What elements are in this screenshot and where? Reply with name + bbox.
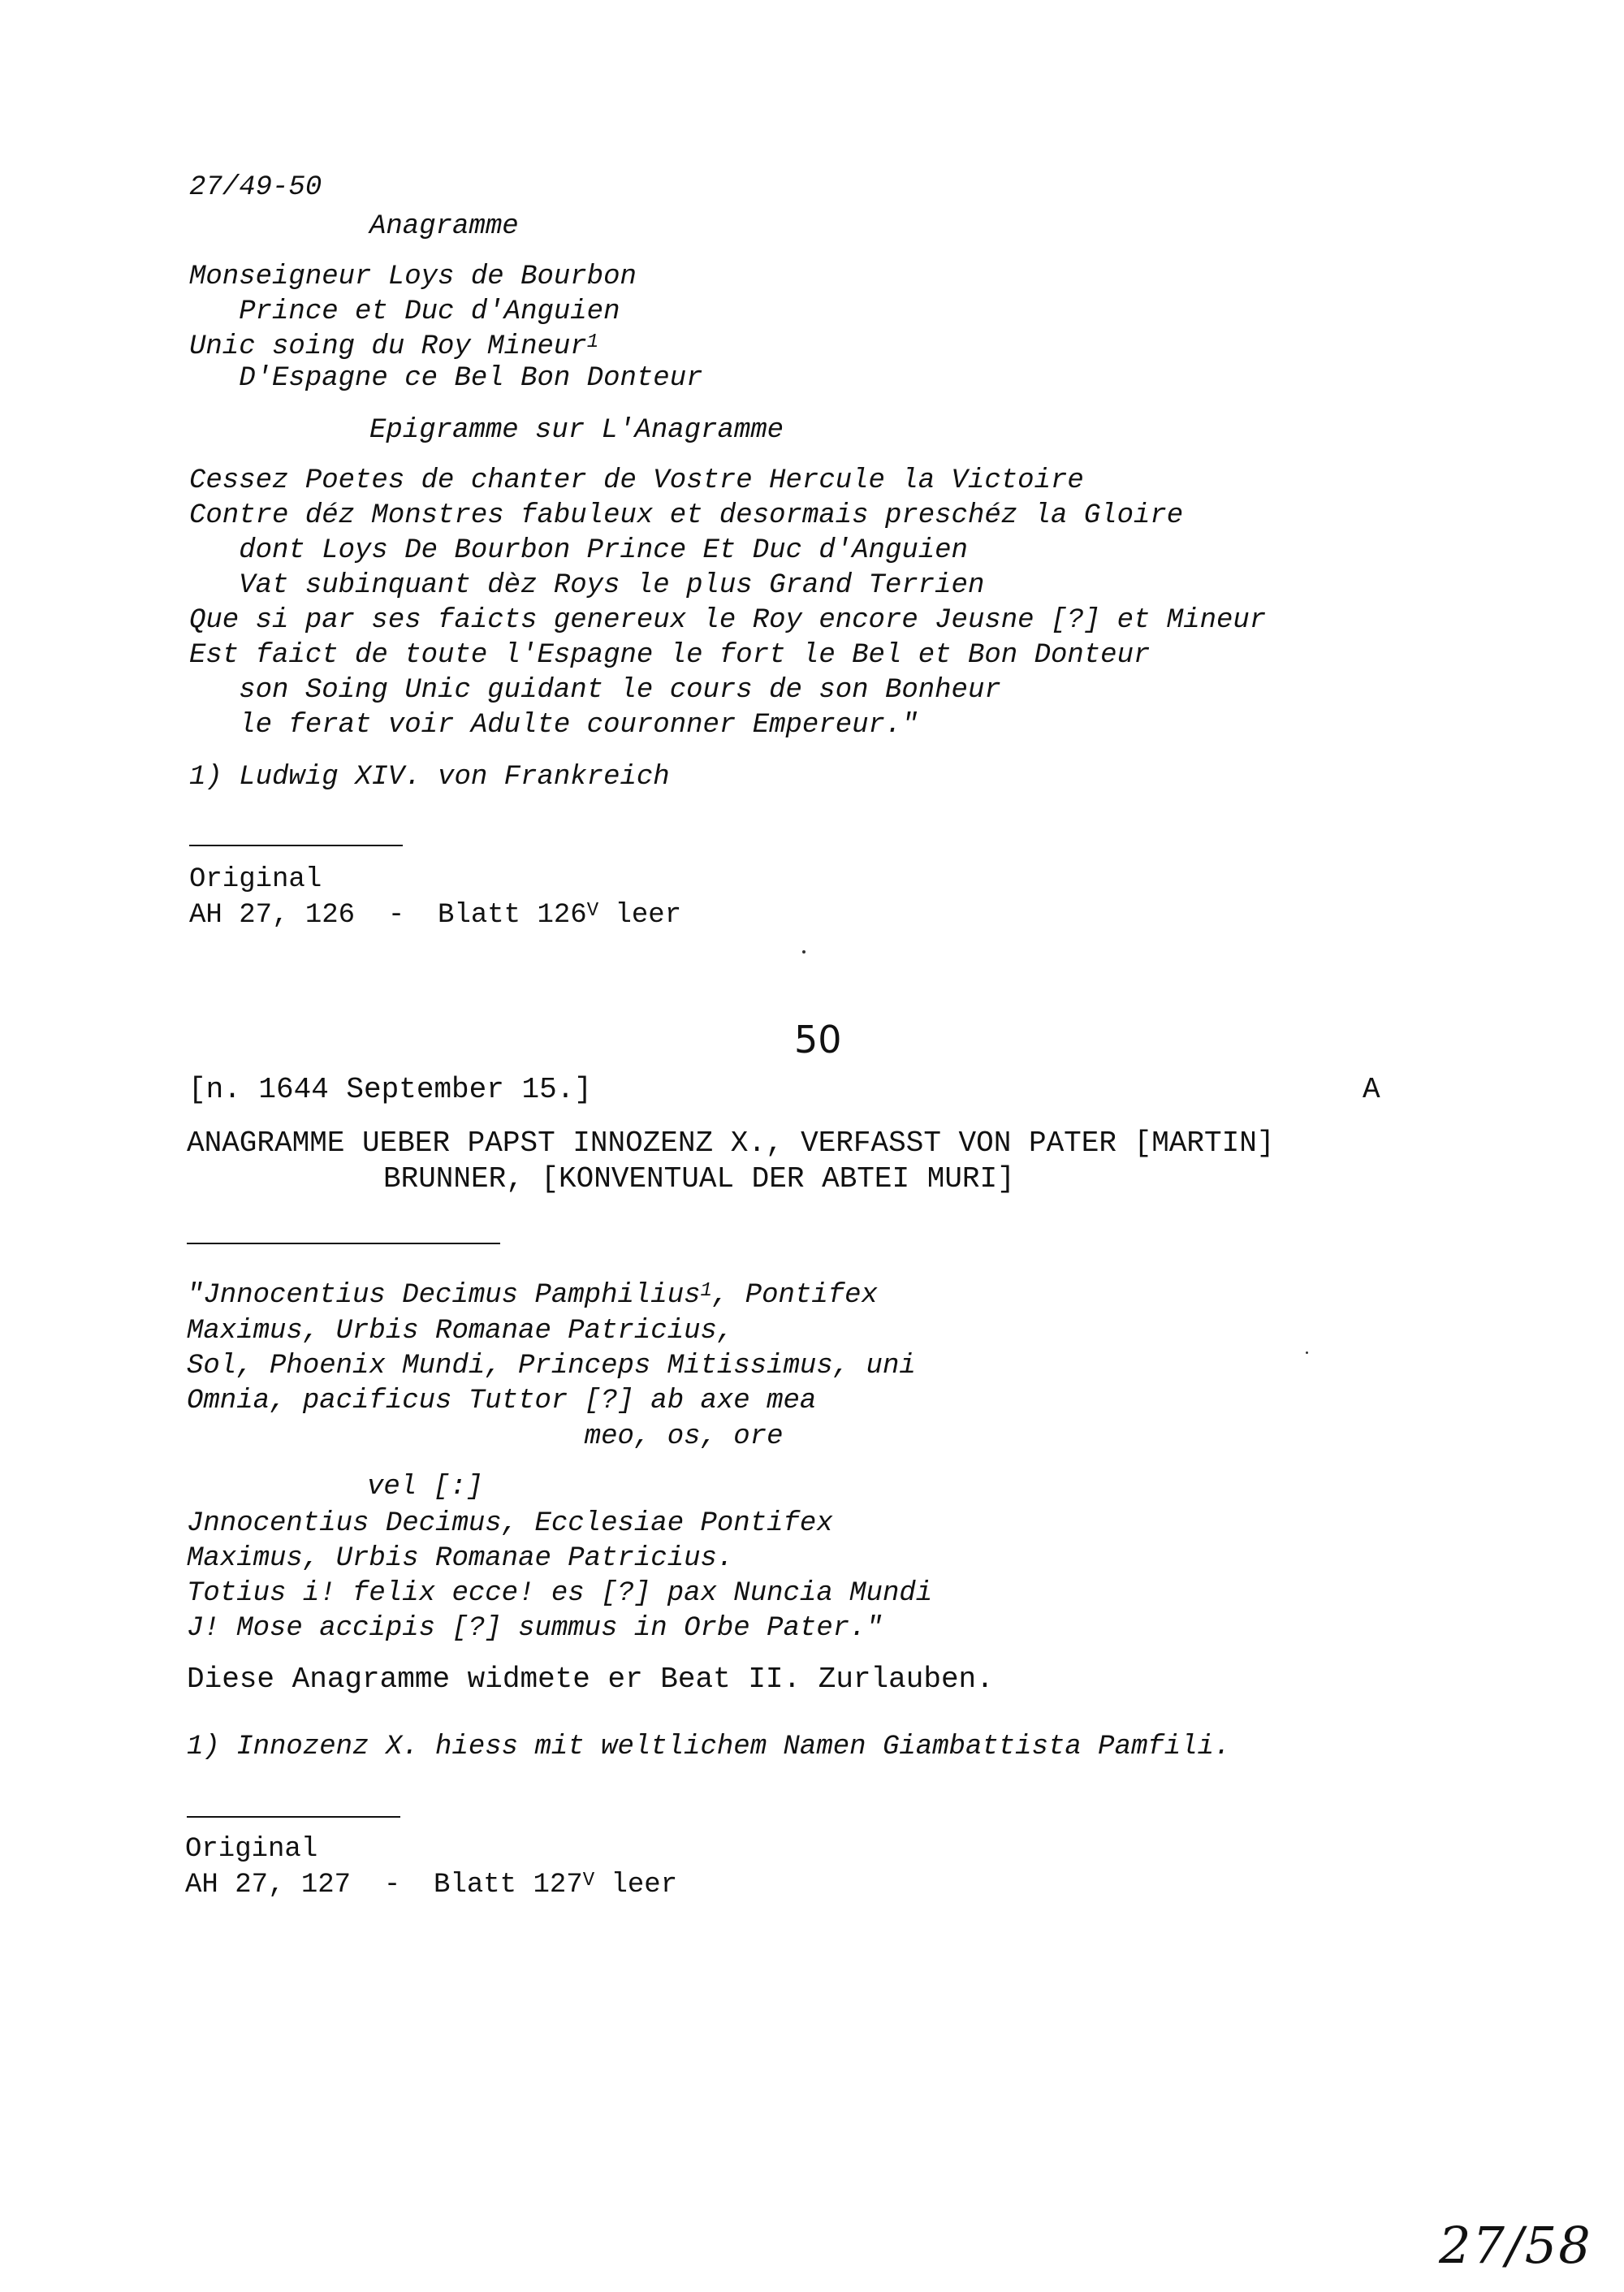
original-reference-text: AH 27, 127 - Blatt 127 bbox=[185, 1870, 583, 1901]
anagram-line: Monseigneur Loys de Bourbon bbox=[189, 262, 637, 292]
original-label: Original bbox=[185, 1834, 318, 1865]
footnote-marker: 1 bbox=[586, 331, 599, 353]
verse-line: Maximus, Urbis Romanae Patricius. bbox=[187, 1543, 734, 1574]
epigram-heading: Epigramme sur L'Anagramme bbox=[369, 415, 784, 446]
footnote: 1) Innozenz X. hiess mit weltlichem Namen Giambattista Pamfili. bbox=[187, 1732, 1231, 1762]
verse-line: Omnia, pacificus Tuttor [?] ab axe mea bbox=[187, 1386, 817, 1416]
document-title-line: BRUNNER, [KONVENTUAL DER ABTEI MURI] bbox=[383, 1162, 1015, 1196]
footnote-divider bbox=[189, 845, 403, 846]
verse-line-text: "Jnnocentius Decimus Pamphilius bbox=[187, 1280, 701, 1311]
handwritten-page-mark: 27/58 bbox=[1439, 2216, 1592, 2275]
anagram-line: D'Espagne ce Bel Bon Donteur bbox=[189, 363, 703, 394]
verse-line: meo, os, ore bbox=[187, 1421, 784, 1452]
document-type-letter: A bbox=[1363, 1073, 1380, 1106]
verse-line: Sol, Phoenix Mundi, Princeps Mitissimus, uni bbox=[187, 1351, 916, 1382]
epigram-line: son Soing Unic guidant le cours de son Bonheur bbox=[189, 675, 1001, 706]
epigram-line: dont Loys De Bourbon Prince Et Duc d'Anguien bbox=[189, 535, 968, 566]
epigram-line: Contre déz Monstres fabuleux et desormais preschéz la Gloire bbox=[189, 500, 1184, 531]
verso-marker: V bbox=[582, 1869, 595, 1892]
epigram-line: Vat subinquant dèz Roys le plus Grand Terrien bbox=[189, 570, 985, 601]
verse-line: J! Mose accipis [?] summus in Orbe Pater." bbox=[187, 1613, 883, 1644]
epigram-line: Cessez Poetes de chanter de Vostre Hercule la Victoire bbox=[189, 465, 1084, 496]
verse-line-with-footnote bbox=[187, 1278, 878, 1312]
original-reference-text: AH 27, 126 - Blatt 126 bbox=[189, 900, 587, 931]
original-reference bbox=[185, 1868, 677, 1902]
anagram-line: Prince et Duc d'Anguien bbox=[189, 296, 620, 327]
verse-line: Totius i! felix ecce! es [?] pax Nuncia Mundi bbox=[187, 1578, 933, 1609]
speck bbox=[1306, 1351, 1308, 1354]
title-divider bbox=[187, 1243, 500, 1244]
original-reference-tail: leer bbox=[598, 900, 682, 931]
epigram-line: le ferat voir Adulte couronner Empereur." bbox=[189, 710, 918, 741]
speck bbox=[802, 950, 806, 954]
anagram-heading: Anagramme bbox=[369, 211, 519, 242]
document-date: [n. 1644 September 15.] bbox=[188, 1073, 592, 1106]
dedication-note: Diese Anagramme widmete er Beat II. Zurlauben. bbox=[187, 1663, 994, 1696]
variant-label: vel [:] bbox=[367, 1472, 483, 1503]
original-reference bbox=[189, 898, 681, 932]
anagram-line-text: Unic soing du Roy Mineur bbox=[189, 331, 587, 362]
document-number: 50 bbox=[794, 1018, 842, 1062]
verse-line: Jnnocentius Decimus, Ecclesiae Pontifex bbox=[187, 1508, 833, 1539]
verso-marker: V bbox=[586, 899, 599, 922]
verse-line-text: , Pontifex bbox=[711, 1280, 878, 1311]
document-reference: 27/49-50 bbox=[189, 172, 322, 203]
original-label: Original bbox=[189, 864, 322, 895]
verse-line: Maximus, Urbis Romanae Patricius, bbox=[187, 1316, 734, 1347]
epigram-line: Que si par ses faicts genereux le Roy encore Jeusne [?] et Mineur bbox=[189, 605, 1267, 636]
epigram-line: Est faict de toute l'Espagne le fort le Bel et Bon Donteur bbox=[189, 640, 1151, 671]
anagram-line-with-footnote bbox=[189, 330, 598, 364]
footnote-marker: 1 bbox=[700, 1279, 712, 1302]
footnote-divider bbox=[187, 1816, 400, 1818]
original-reference-tail: leer bbox=[594, 1870, 678, 1901]
document-title-line: ANAGRAMME UEBER PAPST INNOZENZ X., VERFASST VON PATER [MARTIN] bbox=[187, 1127, 1275, 1160]
footnote: 1) Ludwig XIV. von Frankreich bbox=[189, 762, 670, 793]
